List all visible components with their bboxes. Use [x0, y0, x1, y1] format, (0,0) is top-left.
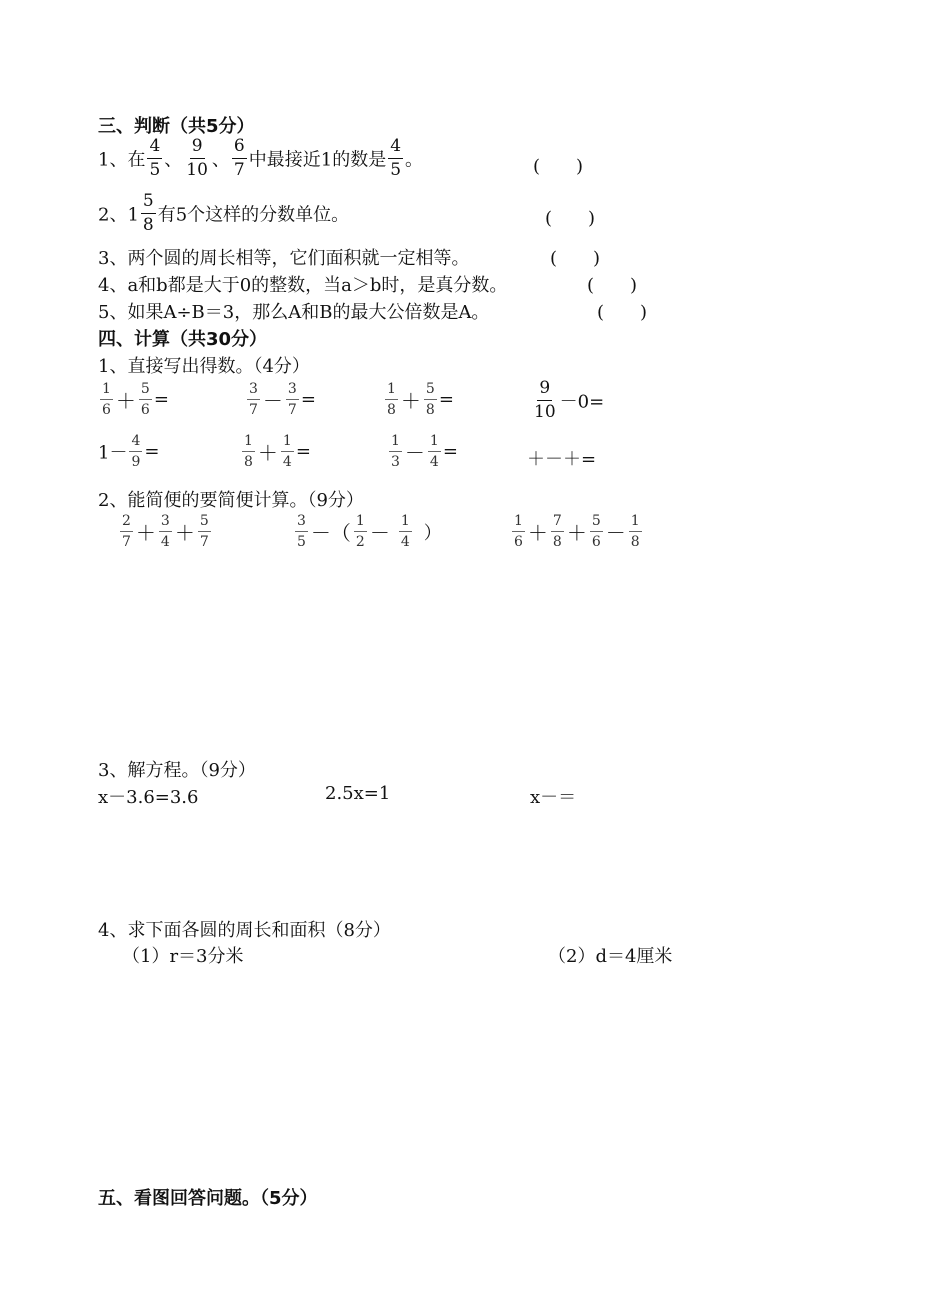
fraction: $\frac{6}{7}$	[233, 136, 245, 180]
circle-problem-1: （1）r＝3分米	[122, 946, 244, 967]
answer-blank[interactable]: ( )	[550, 248, 601, 269]
judge-q1: 1、在 $\frac{4}{5}$ 、 $\frac{9}{10}$ 、 $\frac{6}{7}$ 中最接近1的数是 $\frac{4}{5}$ 。	[98, 136, 424, 180]
judge-q3: 3、两个圆的周长相等，它们面积就一定相等。	[98, 248, 470, 269]
answer-blank[interactable]: ( )	[545, 208, 596, 229]
oral-calc: $\frac{9}{10}$ －0=	[534, 378, 605, 422]
section-5-title: 五、看图回答问题。（5分）	[98, 1188, 318, 1209]
answer-blank[interactable]: ( )	[587, 275, 638, 296]
oral-calc: 1－ $\frac{4}{9}$ =	[98, 433, 160, 470]
fraction: $\frac{4}{5}$	[149, 136, 161, 180]
oral-calc: $\frac{1}{6}$ ＋ $\frac{5}{6}$ =	[102, 381, 169, 418]
answer-blank[interactable]: ( )	[533, 156, 584, 177]
oral-calc: $\frac{1}{8}$ ＋ $\frac{1}{4}$ =	[244, 433, 311, 470]
part-4-title: 4、求下面各圆的周长和面积（8分）	[98, 920, 391, 941]
equation-2: 2.5x=1	[325, 783, 391, 804]
judge-q4: 4、a和b都是大于0的整数，当a＞b时，是真分数。	[98, 275, 508, 296]
fraction: $\frac{4}{5}$	[390, 136, 402, 180]
simplify-expr-3: $\frac{1}{6}$ ＋ $\frac{7}{8}$ ＋ $\frac{5}{6}$ － $\frac{1}{8}$	[514, 513, 640, 550]
fraction: $\frac{9}{10}$	[186, 136, 208, 180]
part-1-title: 1、直接写出得数。（4分）	[98, 356, 310, 377]
section-4-title: 四、计算（共30分）	[98, 329, 268, 350]
fraction: $\frac{5}{8}$	[142, 191, 154, 235]
circle-problem-2: （2）d＝4厘米	[548, 946, 673, 967]
simplify-expr-1: $\frac{2}{7}$ ＋ $\frac{3}{4}$ ＋ $\frac{5}{7}$	[122, 513, 209, 550]
part-2-title: 2、能简便的要简便计算。（9分）	[98, 490, 364, 511]
judge-q2: 2、1 $\frac{5}{8}$ 有5个这样的分数单位。	[98, 191, 350, 235]
section-3-title: 三、判断（共5分）	[98, 116, 255, 137]
equation-3: x－＝	[530, 787, 577, 808]
oral-calc: $\frac{1}{3}$ － $\frac{1}{4}$ =	[391, 433, 458, 470]
oral-calc: $\frac{1}{8}$ ＋ $\frac{5}{8}$ =	[387, 381, 454, 418]
answer-blank[interactable]: ( )	[597, 302, 648, 323]
part-3-title: 3、解方程。（9分）	[98, 760, 256, 781]
equation-1: x－3.6=3.6	[98, 787, 199, 808]
oral-calc: $\frac{3}{7}$ － $\frac{3}{7}$ =	[249, 381, 316, 418]
simplify-expr-2: $\frac{3}{5}$ －（ $\frac{1}{2}$ － $\frac{1}{4}$ ）	[297, 513, 442, 550]
judge-q5: 5、如果A÷B＝3，那么A和B的最大公倍数是A。	[98, 302, 490, 323]
oral-calc: ＋－＋=	[527, 449, 597, 470]
